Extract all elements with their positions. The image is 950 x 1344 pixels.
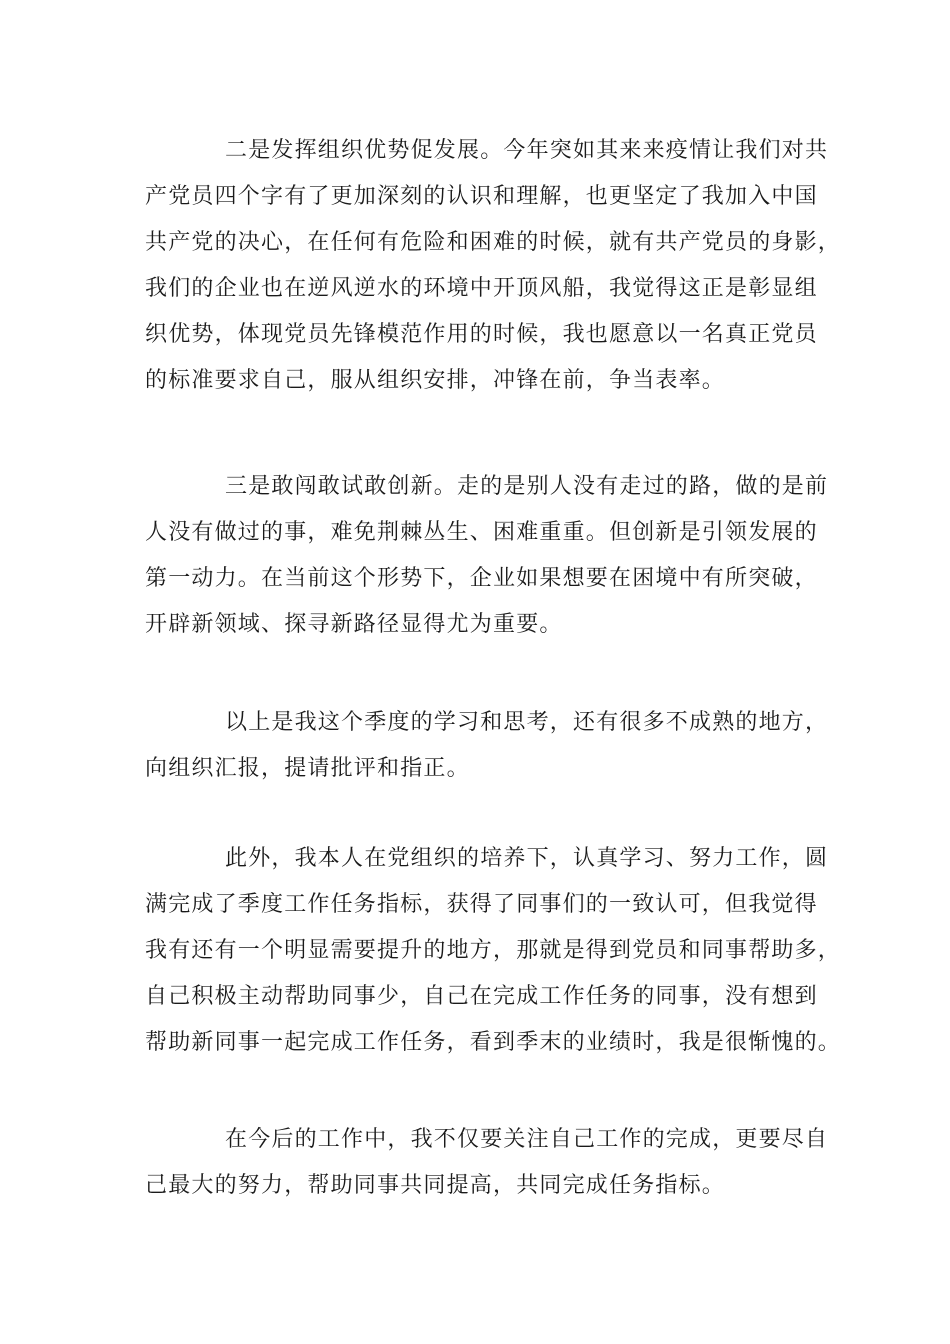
text-line: 自己积极主动帮助同事少，自己在完成工作任务的同事，没有想到: [145, 984, 818, 1009]
text-line: 织优势，体现党员先锋模范作用的时候，我也愿意以一名真正党员: [145, 322, 818, 347]
text-line: 我们的企业也在逆风逆水的环境中开顶风船，我觉得这正是彰显组: [145, 276, 818, 301]
text-line: 以上是我这个季度的学习和思考，还有很多不成熟的地方，: [225, 710, 829, 735]
text-line: 开辟新领域、探寻新路径显得尤为重要。: [145, 612, 563, 637]
text-line: 产党员四个字有了更加深刻的认识和理解，也更坚定了我加入中国: [145, 184, 818, 209]
text-line: 在今后的工作中，我不仅要关注自己工作的完成，更要尽自: [225, 1127, 829, 1152]
text-line: 帮助新同事一起完成工作任务，看到季末的业绩时，我是很惭愧的。: [145, 1030, 842, 1055]
text-line: 满完成了季度工作任务指标，获得了同事们的一致认可，但我觉得: [145, 892, 818, 917]
text-line: 向组织汇报，提请批评和指正。: [145, 756, 470, 781]
text-line: 的标准要求自己，服从组织安排，冲锋在前，争当表率。: [145, 368, 726, 393]
text-line: 第一动力。在当前这个形势下，企业如果想要在困境中有所突破，: [145, 566, 818, 591]
paragraph-report-summary: [145, 700, 829, 792]
paragraph-innovation: [145, 464, 829, 648]
text-line: 此外，我本人在党组织的培养下，认真学习、努力工作，圆: [225, 846, 829, 871]
text-line: 人没有做过的事，难免荆棘丛生、困难重重。但创新是引领发展的: [145, 520, 818, 545]
text-line: 己最大的努力，帮助同事共同提高，共同完成任务指标。: [145, 1173, 726, 1198]
paragraph-future-work: [145, 1117, 829, 1209]
text-line: 三是敢闯敢试敢创新。走的是别人没有走过的路，做的是前: [225, 474, 829, 499]
text-line: 共产党的决心，在任何有危险和困难的时候，就有共产党员的身影，: [145, 230, 842, 255]
paragraph-organization-advantage: [145, 128, 842, 404]
text-line: 我有还有一个明显需要提升的地方，那就是得到党员和同事帮助多，: [145, 938, 842, 963]
text-line: 二是发挥组织优势促发展。今年突如其来来疫情让我们对共: [225, 138, 829, 163]
paragraph-self-reflection: [145, 836, 842, 1066]
